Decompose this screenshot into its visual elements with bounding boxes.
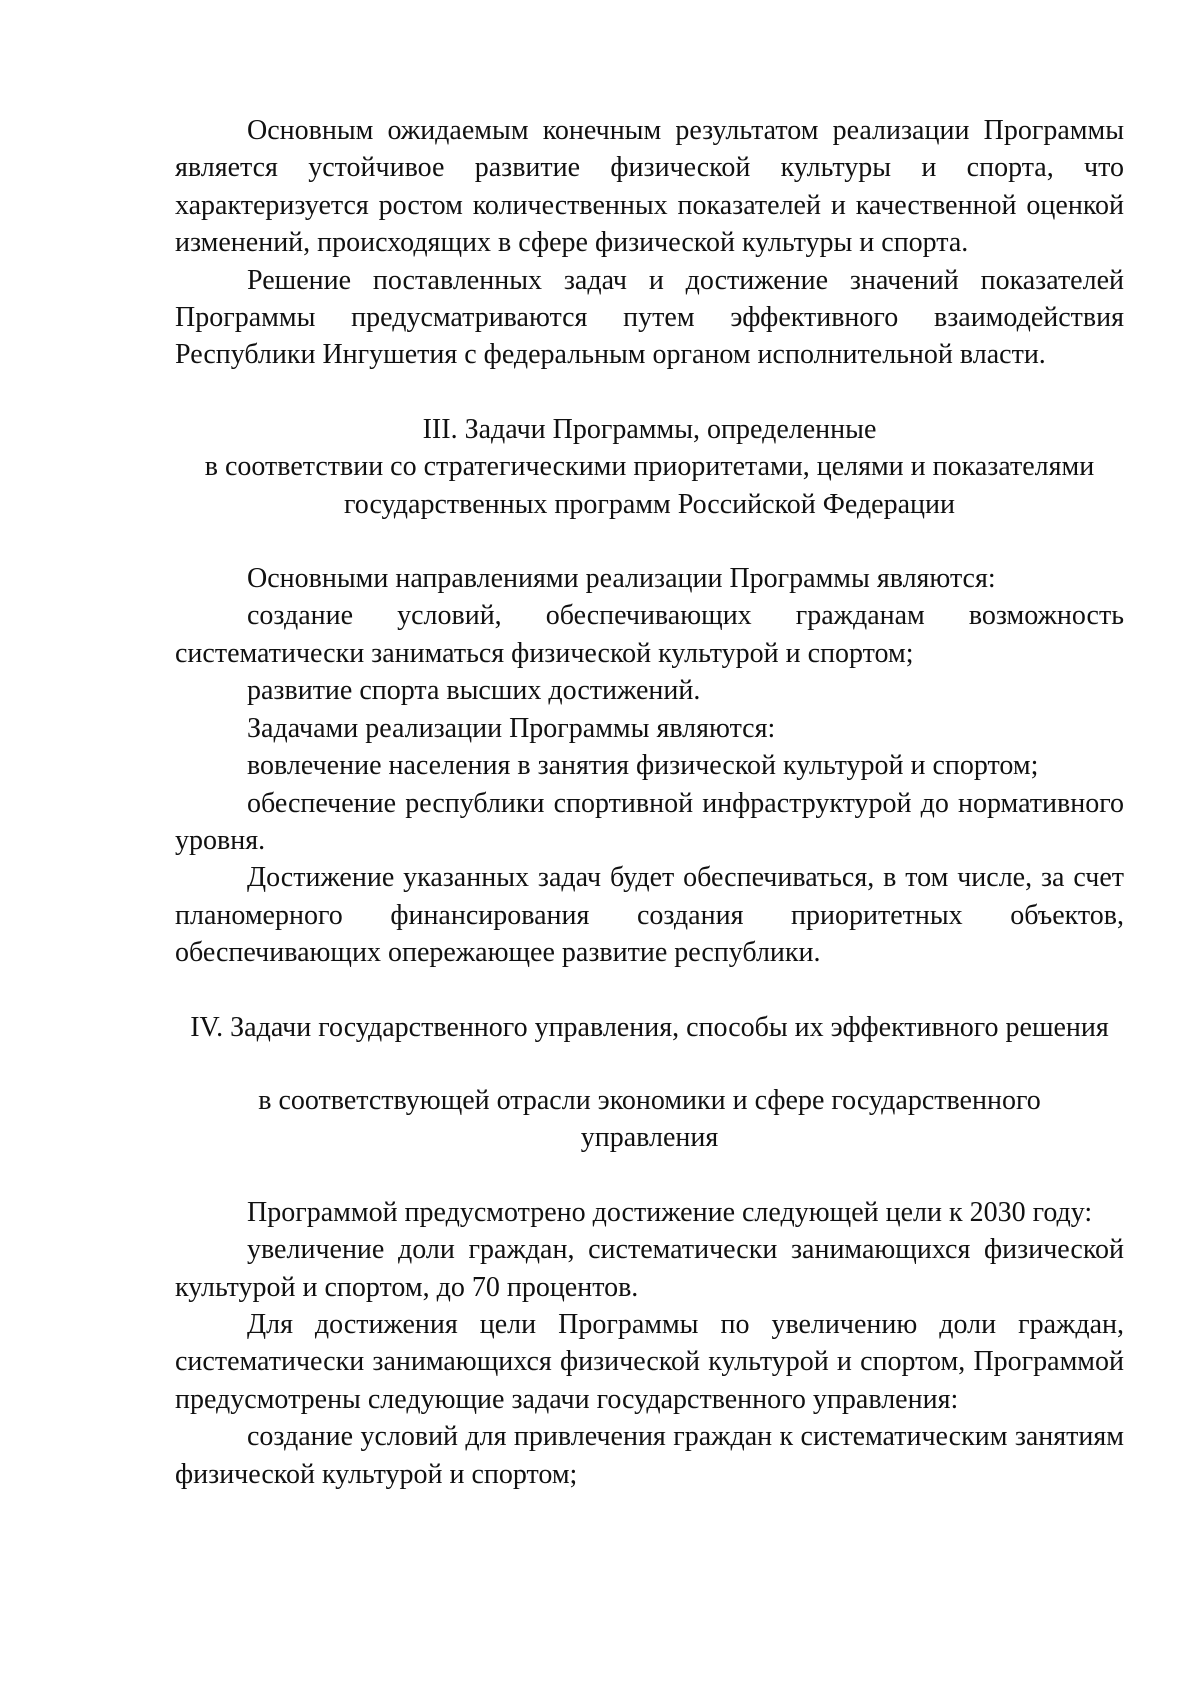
section-3-heading-line-2: в соответствии со стратегическими приоритетами, целями и показателями [204, 451, 1095, 483]
section-3-paragraph-5: вовлечение населения в занятия физической культурой и спортом; [247, 750, 1039, 782]
section-4-paragraph-4: создание условий для привлечения граждан к систематическим занятиям физической культурой и спортом; [175, 1421, 1124, 1490]
section-4-heading-line-3: управления [580, 1122, 719, 1154]
section-3-paragraph-1: Основными направлениями реализации Программы являются: [247, 563, 996, 595]
intro-paragraph-1: Основным ожидаемым конечным результатом реализации Программы является устойчивое развитие физической культуры и спорта, что характеризуется ростом количественных показателей и качественной оценкой изменений, происходящих в сфере физической культуры и спорта. [175, 115, 1124, 259]
section-3-heading-line-1: III. Задачи Программы, определенные [422, 413, 877, 445]
section-4-heading [175, 1009, 1124, 1157]
section-4-paragraph-2: увеличение доли граждан, систематически занимающихся физической культурой и спортом, до 70 процентов. [175, 1234, 1124, 1303]
intro-paragraph-2: Решение поставленных задач и достижение значений показателей Программы предусматриваются путем эффективного взаимодействия Республики Ингушетия с федеральным органом исполнительной власти. [175, 264, 1124, 371]
section-3-paragraph-4: Задачами реализации Программы являются: [247, 712, 776, 744]
section-4-paragraph-3: Для достижения цели Программы по увеличению доли граждан, систематически занимающихся физической культурой и спортом, Программой предусмотрены следующие задачи государственного управления: [175, 1308, 1124, 1415]
section-3-heading-line-3: государственных программ Российской Федерации [344, 488, 955, 520]
section-4-heading-line-1: IV. Задачи государственного управления, способы их эффективного решения [190, 1011, 1109, 1043]
section-3-paragraph-7: Достижение указанных задач будет обеспечиваться, в том числе, за счет планомерного финансирования создания приоритетных объектов, обеспечивающих опережающее развитие республики. [175, 862, 1124, 969]
section-3-paragraph-2: создание условий, обеспечивающих гражданам возможность систематически заниматься физической культурой и спортом; [175, 600, 1124, 669]
section-3-heading [175, 411, 1124, 523]
section-4-heading-line-2: в соответствующей отрасли экономики и сфере государственного [258, 1084, 1041, 1116]
section-3-paragraph-6: обеспечение республики спортивной инфраструктурой до нормативного уровня. [175, 787, 1124, 856]
document-page [175, 112, 1124, 1493]
section-4-paragraph-1: Программой предусмотрено достижение следующей цели к 2030 году: [247, 1196, 1093, 1228]
section-3-paragraph-3: развитие спорта высших достижений. [247, 675, 701, 707]
